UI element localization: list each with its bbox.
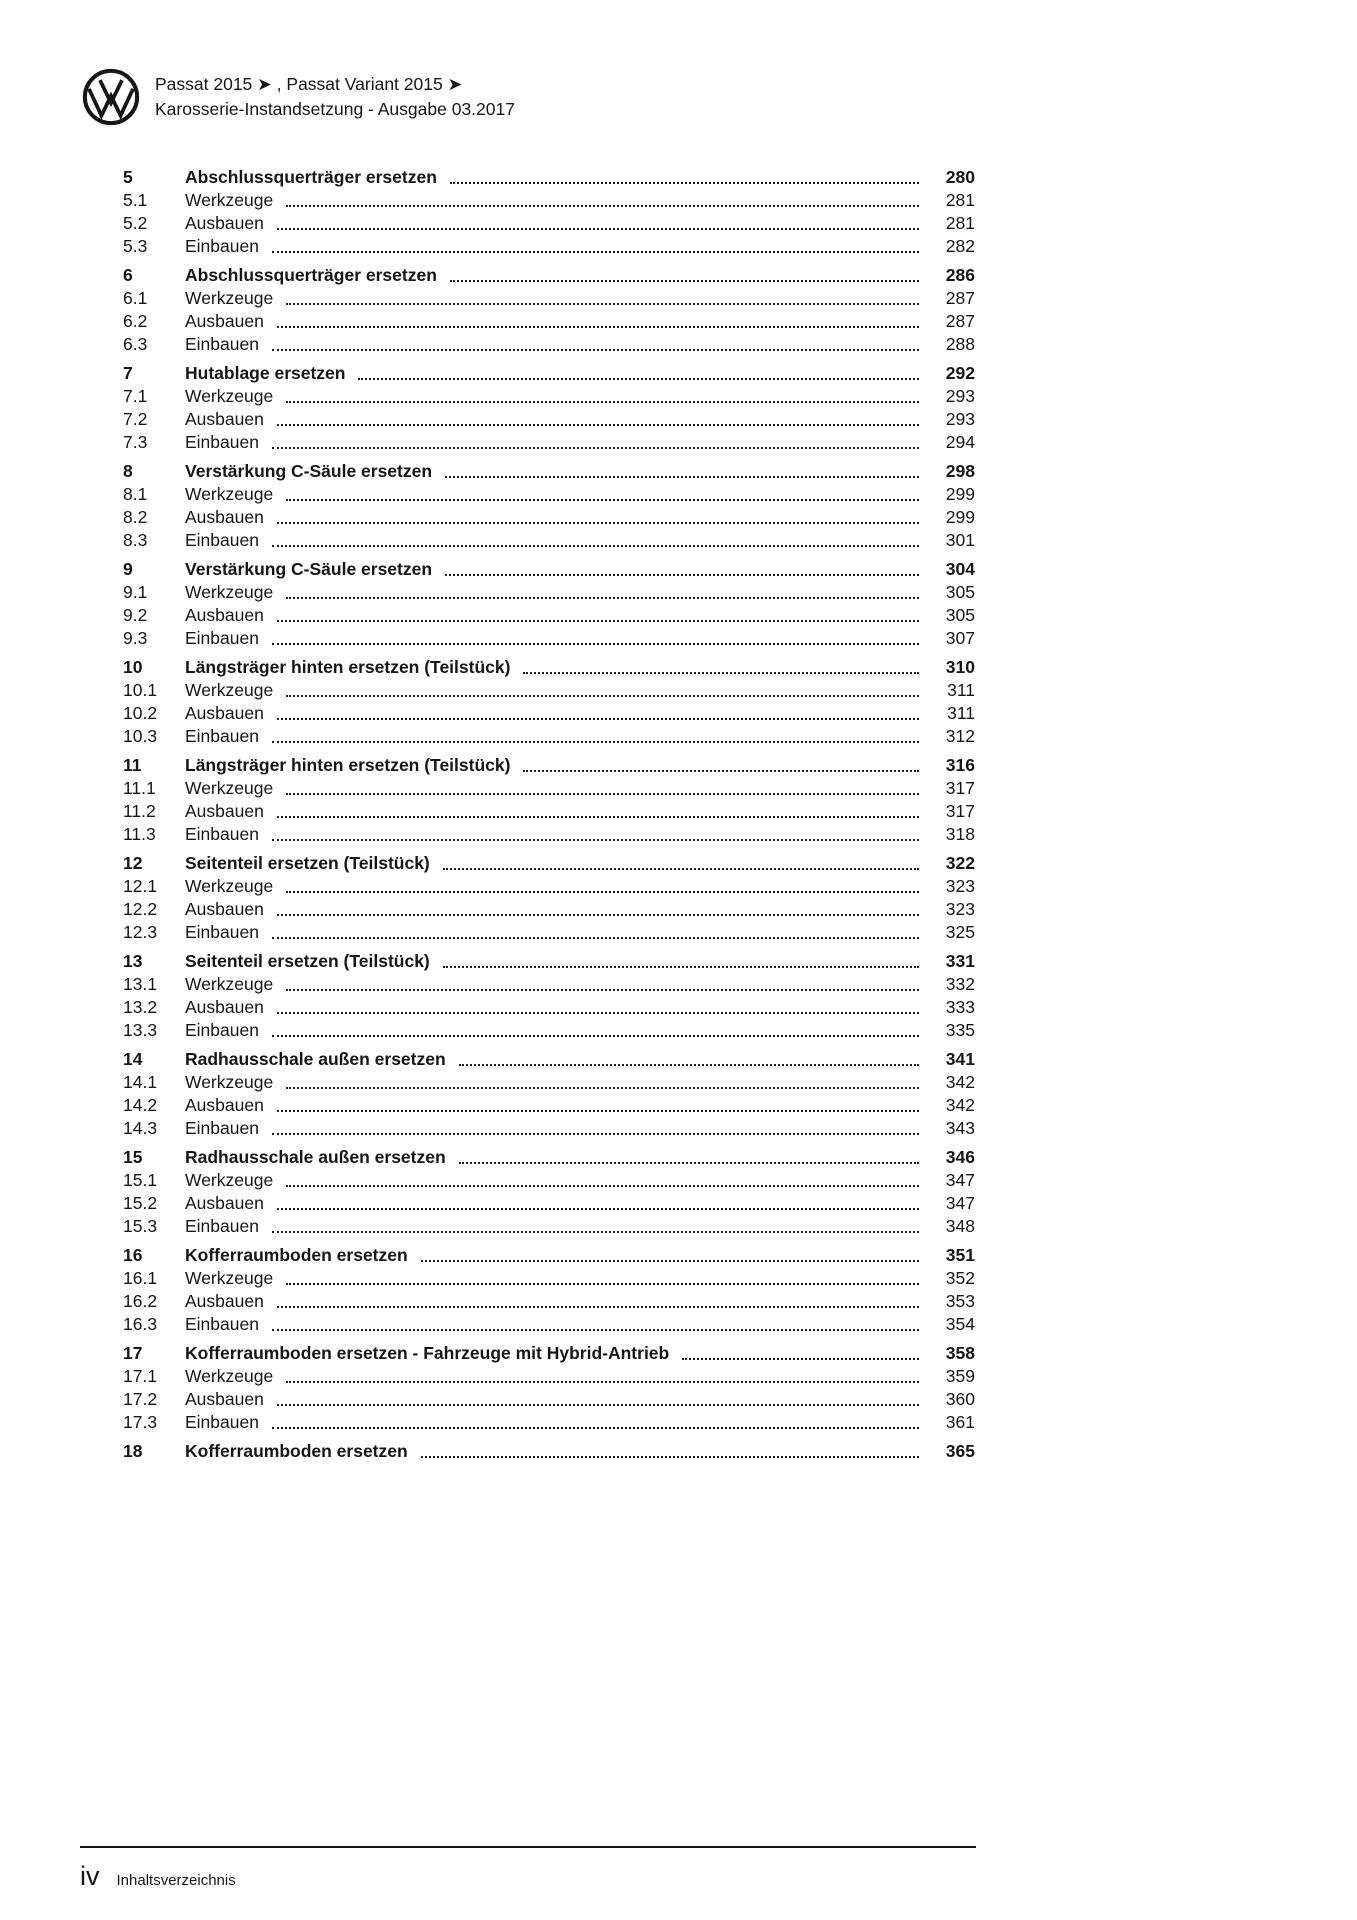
toc-entry-title: Werkzeuge — [185, 680, 274, 700]
toc-entry-page: 361 — [945, 1412, 975, 1432]
dot-leader — [272, 741, 919, 743]
toc-entry-title: Einbauen — [185, 824, 259, 844]
toc-entry — [123, 1019, 975, 1042]
toc-entry-title: Werkzeuge — [185, 190, 274, 210]
toc-entry-title: Ausbauen — [185, 899, 264, 919]
toc-entry-title: Längsträger hinten ersetzen (Teilstück) — [185, 657, 511, 677]
dot-leader — [277, 1110, 919, 1112]
toc-entry-page: 310 — [945, 657, 975, 677]
toc-entry-title: Ausbauen — [185, 997, 264, 1017]
toc-entry-title: Einbauen — [185, 432, 259, 452]
toc-entry — [123, 1048, 975, 1071]
dot-leader — [277, 620, 919, 622]
toc-entry — [123, 1267, 975, 1290]
toc-entry-page: 331 — [945, 951, 975, 971]
toc-entry-title: Ausbauen — [185, 507, 264, 527]
toc-entry-page: 351 — [945, 1245, 975, 1265]
toc-entry-number: 13.2 — [123, 997, 158, 1017]
toc-entry-title: Einbauen — [185, 1216, 259, 1236]
dot-leader — [443, 868, 919, 870]
toc-entry-page: 341 — [945, 1049, 975, 1069]
toc-entry — [123, 921, 975, 944]
toc-entry-page: 288 — [945, 334, 975, 354]
toc-entry-page: 311 — [947, 703, 975, 723]
toc-entry-number: 9.3 — [123, 628, 148, 648]
toc-entry — [123, 1388, 975, 1411]
dot-leader — [286, 1185, 919, 1187]
dot-leader — [272, 1035, 919, 1037]
toc-entry-number: 15.1 — [123, 1170, 158, 1190]
toc-entry — [123, 362, 975, 385]
dot-leader — [277, 424, 919, 426]
toc-entry-title: Längsträger hinten ersetzen (Teilstück) — [185, 755, 511, 775]
toc-entry-title: Einbauen — [185, 236, 259, 256]
dot-leader — [682, 1358, 919, 1360]
toc-entry-title: Werkzeuge — [185, 1170, 274, 1190]
toc-entry — [123, 408, 975, 431]
footer-divider — [80, 1846, 976, 1848]
toc-entry-number: 6.2 — [123, 311, 148, 331]
toc-entry-number: 14 — [123, 1049, 143, 1069]
toc-entry-title: Ausbauen — [185, 703, 264, 723]
dot-leader — [459, 1162, 919, 1164]
toc-entry-title: Ausbauen — [185, 311, 264, 331]
toc-entry-title: Werkzeuge — [185, 1366, 274, 1386]
toc-entry-number: 8.2 — [123, 507, 148, 527]
dot-leader — [272, 545, 919, 547]
toc-entry-page: 348 — [945, 1216, 975, 1236]
toc-entry-number: 11.3 — [123, 824, 156, 844]
header-title-line1: Passat 2015 ➤ , Passat Variant 2015 ➤ — [155, 74, 463, 94]
toc-entry — [123, 996, 975, 1019]
toc-entry-title: Ausbauen — [185, 213, 264, 233]
toc-entry-page: 301 — [945, 530, 975, 550]
toc-entry-title: Ausbauen — [185, 409, 264, 429]
toc-entry-title: Werkzeuge — [185, 876, 274, 896]
dot-leader — [277, 1208, 919, 1210]
toc-entry-page: 298 — [945, 461, 975, 481]
toc-entry-page: 347 — [945, 1193, 975, 1213]
toc-entry-title: Werkzeuge — [185, 386, 274, 406]
toc-entry-title: Einbauen — [185, 726, 259, 746]
toc-entry-page: 281 — [945, 190, 975, 210]
dot-leader — [277, 718, 919, 720]
toc-entry-title: Werkzeuge — [185, 974, 274, 994]
dot-leader — [421, 1456, 919, 1458]
toc-entry-title: Ausbauen — [185, 1291, 264, 1311]
toc-entry-number: 5.3 — [123, 236, 148, 256]
toc-entry-number: 11.2 — [123, 801, 156, 821]
toc-entry-number: 11.1 — [123, 778, 156, 798]
dot-leader — [523, 672, 919, 674]
dot-leader — [272, 447, 919, 449]
toc-entry — [123, 823, 975, 846]
dot-leader — [277, 816, 919, 818]
toc-entry-title: Kofferraumboden ersetzen — [185, 1441, 408, 1461]
dot-leader — [421, 1260, 919, 1262]
dot-leader — [523, 770, 919, 772]
toc-entry-number: 16.2 — [123, 1291, 158, 1311]
dot-leader — [272, 251, 919, 253]
toc-entry — [123, 875, 975, 898]
dot-leader — [277, 914, 919, 916]
dot-leader — [286, 891, 919, 893]
dot-leader — [272, 1231, 919, 1233]
dot-leader — [286, 597, 919, 599]
toc-entry — [123, 1411, 975, 1434]
toc-entry — [123, 558, 975, 581]
dot-leader — [459, 1064, 919, 1066]
toc-entry — [123, 777, 975, 800]
toc-entry-number: 16 — [123, 1245, 143, 1265]
dot-leader — [286, 499, 919, 501]
dot-leader — [272, 839, 919, 841]
toc-entry-title: Radhausschale außen ersetzen — [185, 1147, 446, 1167]
toc-entry-page: 359 — [945, 1366, 975, 1386]
dot-leader — [277, 1012, 919, 1014]
dot-leader — [272, 1133, 919, 1135]
toc-entry-number: 6 — [123, 265, 133, 285]
dot-leader — [286, 401, 919, 403]
toc-entry-number: 17 — [123, 1343, 143, 1363]
toc-entry — [123, 1071, 975, 1094]
toc-entry — [123, 1117, 975, 1140]
toc-entry — [123, 212, 975, 235]
toc-entry — [123, 310, 975, 333]
dot-leader — [286, 1087, 919, 1089]
toc-entry-title: Abschlussquerträger ersetzen — [185, 167, 437, 187]
toc-entry-number: 18 — [123, 1441, 143, 1461]
dot-leader — [445, 476, 919, 478]
toc-entry-number: 15 — [123, 1147, 143, 1167]
dot-leader — [277, 326, 919, 328]
dot-leader — [277, 228, 919, 230]
toc-entry-number: 12.2 — [123, 899, 158, 919]
dot-leader — [445, 574, 919, 576]
toc-entry-page: 299 — [945, 507, 975, 527]
toc-entry-title: Kofferraumboden ersetzen - Fahrzeuge mit Hybrid-Antrieb — [185, 1343, 670, 1363]
toc-entry-title: Hutablage ersetzen — [185, 363, 346, 383]
toc-entry — [123, 264, 975, 287]
dot-leader — [272, 937, 919, 939]
toc-entry-title: Einbauen — [185, 1314, 259, 1334]
header-title-line2: Karosserie-Instandsetzung - Ausgabe 03.2017 — [155, 99, 515, 119]
toc-entry-page: 353 — [945, 1291, 975, 1311]
toc-entry-page: 342 — [945, 1095, 975, 1115]
toc-entry-number: 17.3 — [123, 1412, 158, 1432]
toc-entry — [123, 1440, 975, 1463]
toc-list — [123, 160, 975, 1463]
toc-entry-number: 7.3 — [123, 432, 148, 452]
toc-entry — [123, 483, 975, 506]
toc-entry-title: Verstärkung C-Säule ersetzen — [185, 559, 433, 579]
toc-entry-number: 13 — [123, 951, 143, 971]
toc-entry-number: 12.3 — [123, 922, 158, 942]
dot-leader — [277, 1306, 919, 1308]
toc-entry-number: 15.2 — [123, 1193, 158, 1213]
dot-leader — [277, 1404, 919, 1406]
toc-entry — [123, 1146, 975, 1169]
toc-entry — [123, 1244, 975, 1267]
toc-entry-number: 8 — [123, 461, 133, 481]
toc-entry-page: 282 — [945, 236, 975, 256]
toc-entry-title: Werkzeuge — [185, 1072, 274, 1092]
toc-entry-title: Ausbauen — [185, 801, 264, 821]
toc-entry-title: Verstärkung C-Säule ersetzen — [185, 461, 433, 481]
header-title-block — [155, 72, 515, 122]
toc-entry-page: 311 — [947, 680, 975, 700]
toc-entry — [123, 1342, 975, 1365]
toc-entry-page: 317 — [945, 801, 975, 821]
toc-entry-number: 14.3 — [123, 1118, 158, 1138]
toc-entry-title: Werkzeuge — [185, 582, 274, 602]
toc-entry-page: 286 — [945, 265, 975, 285]
toc-entry-page: 346 — [945, 1147, 975, 1167]
toc-entry — [123, 506, 975, 529]
toc-entry — [123, 725, 975, 748]
toc-entry — [123, 1313, 975, 1336]
toc-entry — [123, 898, 975, 921]
toc-entry-page: 360 — [945, 1389, 975, 1409]
toc-entry-number: 5 — [123, 167, 133, 187]
toc-entry-page: 287 — [945, 311, 975, 331]
dot-leader — [358, 378, 919, 380]
toc-entry-number: 14.2 — [123, 1095, 158, 1115]
toc-entry-page: 325 — [945, 922, 975, 942]
dot-leader — [286, 303, 919, 305]
toc-entry — [123, 604, 975, 627]
toc-entry-title: Abschlussquerträger ersetzen — [185, 265, 437, 285]
toc-entry — [123, 627, 975, 650]
toc-entry-title: Kofferraumboden ersetzen — [185, 1245, 408, 1265]
dot-leader — [286, 989, 919, 991]
toc-entry-number: 7.2 — [123, 409, 148, 429]
toc-entry-title: Werkzeuge — [185, 288, 274, 308]
footer-section-label: Inhaltsverzeichnis — [116, 1872, 236, 1889]
toc-entry — [123, 702, 975, 725]
toc-entry-number: 7.1 — [123, 386, 148, 406]
toc-entry — [123, 1094, 975, 1117]
toc-entry-title: Radhausschale außen ersetzen — [185, 1049, 446, 1069]
toc-entry — [123, 385, 975, 408]
toc-entry-number: 7 — [123, 363, 133, 383]
toc-entry-number: 14.1 — [123, 1072, 158, 1092]
toc-entry-title: Einbauen — [185, 1020, 259, 1040]
toc-entry-number: 9 — [123, 559, 133, 579]
toc-entry — [123, 235, 975, 258]
toc-entry-page: 342 — [945, 1072, 975, 1092]
dot-leader — [272, 1427, 919, 1429]
toc-entry-number: 13.1 — [123, 974, 158, 994]
toc-entry — [123, 950, 975, 973]
toc-entry-title: Werkzeuge — [185, 484, 274, 504]
toc-entry-page: 323 — [945, 899, 975, 919]
toc-entry-number: 10 — [123, 657, 143, 677]
toc-entry-page: 322 — [945, 853, 975, 873]
footer-page-number: iv — [80, 1861, 100, 1891]
toc-entry-title: Seitenteil ersetzen (Teilstück) — [185, 951, 430, 971]
toc-entry — [123, 1192, 975, 1215]
toc-entry-number: 10.3 — [123, 726, 158, 746]
toc-entry-page: 293 — [945, 386, 975, 406]
toc-entry-page: 293 — [945, 409, 975, 429]
toc-entry-number: 6.3 — [123, 334, 148, 354]
toc-entry — [123, 1290, 975, 1313]
toc-entry-page: 358 — [945, 1343, 975, 1363]
dot-leader — [286, 793, 919, 795]
toc-entry-title: Einbauen — [185, 628, 259, 648]
toc-entry-page: 305 — [945, 582, 975, 602]
toc-entry — [123, 1215, 975, 1238]
dot-leader — [272, 643, 919, 645]
toc-entry — [123, 287, 975, 310]
toc-entry-page: 318 — [945, 824, 975, 844]
toc-entry-title: Werkzeuge — [185, 1268, 274, 1288]
vw-logo-icon — [82, 68, 140, 126]
toc-entry — [123, 166, 975, 189]
toc-entry — [123, 800, 975, 823]
toc-entry-page: 280 — [945, 167, 975, 187]
toc-entry-title: Werkzeuge — [185, 778, 274, 798]
toc-entry-number: 5.1 — [123, 190, 148, 210]
toc-entry — [123, 973, 975, 996]
toc-entry-number: 11 — [123, 755, 142, 775]
toc-entry-page: 343 — [945, 1118, 975, 1138]
toc-entry-number: 8.3 — [123, 530, 148, 550]
toc-entry-number: 10.1 — [123, 680, 158, 700]
toc-entry-number: 17.1 — [123, 1366, 158, 1386]
toc-entry — [123, 333, 975, 356]
toc-entry-title: Ausbauen — [185, 1389, 264, 1409]
toc-entry-page: 305 — [945, 605, 975, 625]
dot-leader — [286, 205, 919, 207]
toc-entry-title: Einbauen — [185, 334, 259, 354]
toc-entry-page: 312 — [945, 726, 975, 746]
toc-entry-number: 8.1 — [123, 484, 148, 504]
page-footer — [80, 1860, 236, 1892]
toc-entry-title: Einbauen — [185, 1412, 259, 1432]
toc-entry-page: 316 — [945, 755, 975, 775]
toc-entry-number: 5.2 — [123, 213, 148, 233]
toc-entry-page: 317 — [945, 778, 975, 798]
toc-entry — [123, 852, 975, 875]
toc-entry — [123, 431, 975, 454]
toc-entry-page: 281 — [945, 213, 975, 233]
toc-entry — [123, 679, 975, 702]
dot-leader — [272, 349, 919, 351]
dot-leader — [443, 966, 919, 968]
toc-entry — [123, 754, 975, 777]
toc-entry-title: Ausbauen — [185, 605, 264, 625]
toc-entry — [123, 656, 975, 679]
toc-entry-number: 12.1 — [123, 876, 158, 896]
toc-entry — [123, 529, 975, 552]
toc-entry-number: 12 — [123, 853, 143, 873]
toc-entry-title: Einbauen — [185, 922, 259, 942]
toc-entry-number: 16.1 — [123, 1268, 158, 1288]
toc-entry-page: 307 — [945, 628, 975, 648]
toc-entry — [123, 1365, 975, 1388]
toc-entry-title: Ausbauen — [185, 1095, 264, 1115]
toc-entry-page: 354 — [945, 1314, 975, 1334]
toc-entry-page: 292 — [945, 363, 975, 383]
toc-entry-number: 13.3 — [123, 1020, 158, 1040]
toc-entry-page: 333 — [945, 997, 975, 1017]
toc-entry — [123, 581, 975, 604]
toc-entry — [123, 460, 975, 483]
dot-leader — [286, 1381, 919, 1383]
toc-entry-title: Ausbauen — [185, 1193, 264, 1213]
dot-leader — [450, 182, 919, 184]
toc-entry-page: 294 — [945, 432, 975, 452]
page-header — [82, 68, 515, 126]
toc-entry-number: 9.1 — [123, 582, 148, 602]
toc-entry-number: 10.2 — [123, 703, 158, 723]
toc-entry — [123, 189, 975, 212]
toc-entry-title: Seitenteil ersetzen (Teilstück) — [185, 853, 430, 873]
toc-entry-page: 299 — [945, 484, 975, 504]
toc-entry-title: Einbauen — [185, 1118, 259, 1138]
toc-entry-page: 304 — [945, 559, 975, 579]
toc-entry-number: 6.1 — [123, 288, 148, 308]
toc-entry-page: 287 — [945, 288, 975, 308]
toc-entry-page: 347 — [945, 1170, 975, 1190]
toc-entry — [123, 1169, 975, 1192]
dot-leader — [272, 1329, 919, 1331]
toc-entry-number: 9.2 — [123, 605, 148, 625]
toc-entry-page: 352 — [945, 1268, 975, 1288]
toc-entry-page: 323 — [945, 876, 975, 896]
dot-leader — [286, 1283, 919, 1285]
toc-entry-number: 15.3 — [123, 1216, 158, 1236]
dot-leader — [286, 695, 919, 697]
toc-entry-page: 332 — [945, 974, 975, 994]
toc-entry-number: 16.3 — [123, 1314, 158, 1334]
toc-entry-number: 17.2 — [123, 1389, 158, 1409]
dot-leader — [450, 280, 919, 282]
toc-entry-page: 335 — [945, 1020, 975, 1040]
toc-entry-page: 365 — [945, 1441, 975, 1461]
dot-leader — [277, 522, 919, 524]
toc-entry-title: Einbauen — [185, 530, 259, 550]
